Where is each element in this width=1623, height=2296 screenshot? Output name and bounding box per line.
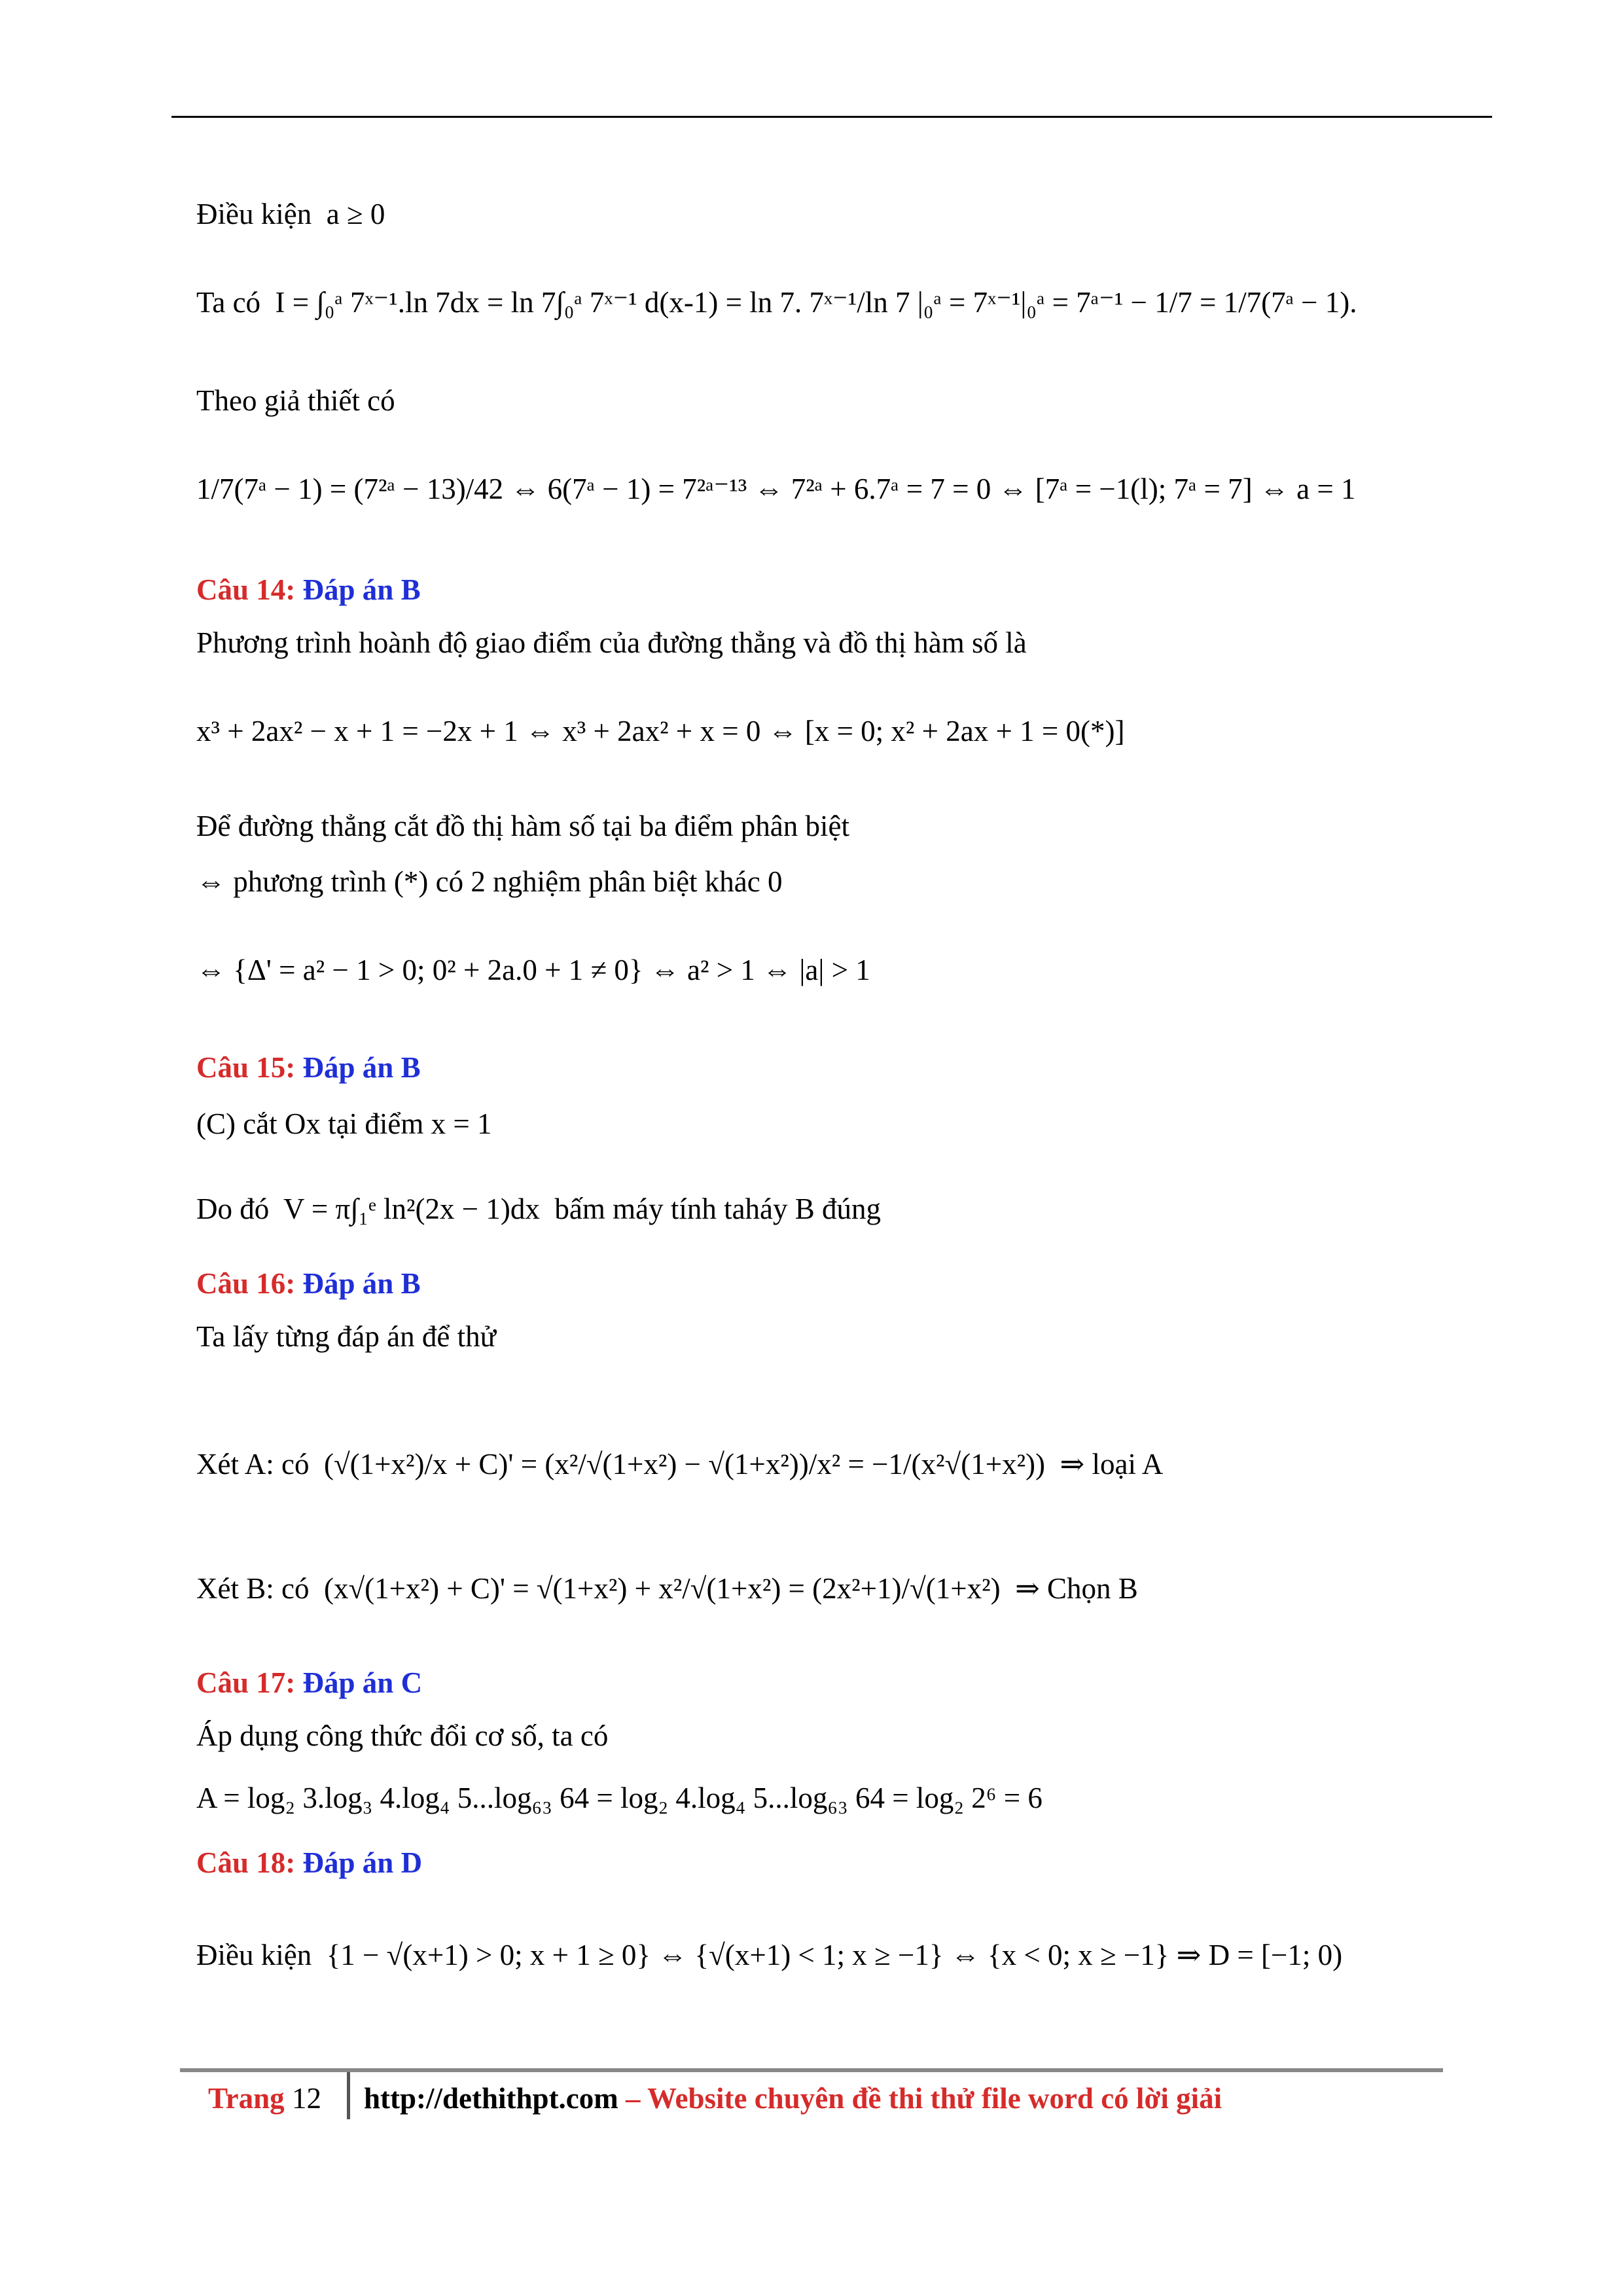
question-number: Câu 18: (196, 1846, 296, 1879)
q14-line-4: ⇔ phương trình (*) có 2 nghiệm phân biệt khác 0 (196, 865, 783, 898)
equation-13-expr: 1/7(7ᵃ − 1) = (7²ᵃ − 13)/42 ⇔ 6(7ᵃ − 1) = 7²ᵃ⁻¹³ ⇔ 7²ᵃ + 6.7ᵃ = 7 = 0 ⇔ [7ᵃ = −1(l); 7ᵃ = 7] ⇔ a = 1 (196, 473, 1356, 505)
q16-line-3 (196, 1574, 1138, 1604)
footer-page-number (208, 2081, 321, 2115)
q16-option-a-expr: (√(1+x²)/x + C)' = (x²/√(1+x²) − √(1+x²))/x² = −1/(x²√(1+x²)) (323, 1448, 1046, 1480)
footer-page-value: 12 (291, 2082, 321, 2115)
question-number: Câu 16: (196, 1267, 296, 1300)
integral-expr: I = ∫₀ᵃ 7ˣ⁻¹.ln 7dx = ln 7∫₀ᵃ 7ˣ⁻¹ d(x-1) = ln 7. 7ˣ⁻¹/ln 7 |₀ᵃ = 7ˣ⁻¹|₀ᵃ = 7ᵃ⁻¹ − 1/7 = 1/7(7ᵃ − 1). (275, 286, 1357, 319)
q14-equation: x³ + 2ax² − x + 1 = −2x + 1 ⇔ x³ + 2ax² + x = 0 ⇔ [x = 0; x² + 2ax + 1 = 0(*)] (196, 715, 1125, 747)
header-rule (171, 116, 1492, 118)
integral-line (196, 288, 1357, 317)
q18-line-1 (196, 1941, 1342, 1970)
question-18-heading (196, 1846, 422, 1880)
q14-line-2 (196, 717, 1125, 746)
question-15-heading (196, 1050, 421, 1085)
q15-volume-expr: V = π∫₁ᵉ ln²(2x − 1)dx (283, 1193, 540, 1225)
q16-line-2 (196, 1450, 1163, 1479)
question-14-heading (196, 573, 421, 607)
q18-domain-expr: {1 − √(x+1) > 0; x + 1 ≥ 0} ⇔ {√(x+1) < 1; x ≥ −1} ⇔ {x < 0; x ≥ −1} ⇒ D = [−1; 0) (326, 1939, 1343, 1971)
answer-label: Đáp án C (302, 1666, 423, 1699)
footer-url-link[interactable]: http://dethithpt.com (364, 2082, 618, 2115)
q16-option-b-label: Xét B: có (196, 1572, 310, 1605)
q16-line-1: Ta lấy từng đáp án để thử (196, 1320, 496, 1353)
answer-label: Đáp án B (302, 1267, 421, 1300)
condition-label: Điều kiện (196, 198, 312, 230)
answer-label: Đáp án B (302, 573, 421, 606)
question-number: Câu 17: (196, 1666, 296, 1699)
footer-rule (180, 2068, 1443, 2072)
q17-log-expr: A = log₂ 3.log₃ 4.log₄ 5...log₆₃ 64 = log₂ 4.log₄ 5...log₆₃ 64 = log₂ 2⁶ = 6 (196, 1782, 1043, 1814)
q17-line-2 (196, 1784, 1043, 1813)
footer-separator (347, 2072, 350, 2119)
q16-option-b-tail: ⇒ Chọn B (1015, 1572, 1138, 1605)
question-16-heading (196, 1266, 421, 1300)
answer-label: Đáp án D (302, 1846, 423, 1879)
q14-system: ⇔ {Δ' = a² − 1 > 0; 0² + 2a.0 + 1 ≠ 0} ⇔ a² > 1 ⇔ |a| > 1 (196, 954, 870, 986)
q16-option-a-tail: ⇒ loại A (1060, 1448, 1164, 1480)
equation-13-line (196, 475, 1356, 504)
question-number: Câu 14: (196, 573, 296, 606)
q16-option-b-expr: (x√(1+x²) + C)' = √(1+x²) + x²/√(1+x²) = (2x²+1)/√(1+x²) (323, 1572, 1001, 1605)
condition-line (196, 200, 385, 229)
hypothesis-line: Theo giả thiết có (196, 384, 395, 417)
q15-tail: bấm máy tính taháy B đúng (554, 1193, 882, 1225)
footer-tagline: – Website chuyên đề thi thử file word có lời giải (618, 2082, 1222, 2115)
footer-website (364, 2081, 1222, 2115)
q15-line-1: (C) cắt Ox tại điểm x = 1 (196, 1107, 492, 1140)
q14-line-1: Phương trình hoành độ giao điểm của đường thẳng và đồ thị hàm số là (196, 626, 1027, 659)
q15-line-2 (196, 1194, 881, 1224)
q14-line-3: Để đường thẳng cắt đồ thị hàm số tại ba điểm phân biệt (196, 810, 849, 842)
q18-label: Điều kiện (196, 1939, 312, 1971)
q14-line-5 (196, 956, 870, 985)
answer-label: Đáp án B (302, 1051, 421, 1084)
q15-label: Do đó (196, 1193, 270, 1225)
q17-line-1: Áp dụng công thức đổi cơ số, ta có (196, 1719, 609, 1752)
q16-option-a-label: Xét A: có (196, 1448, 310, 1480)
integral-label: Ta có (196, 286, 261, 319)
question-17-heading (196, 1666, 422, 1700)
question-number: Câu 15: (196, 1051, 296, 1084)
condition-expr: a ≥ 0 (326, 198, 385, 230)
footer-page-label: Trang (208, 2082, 285, 2115)
